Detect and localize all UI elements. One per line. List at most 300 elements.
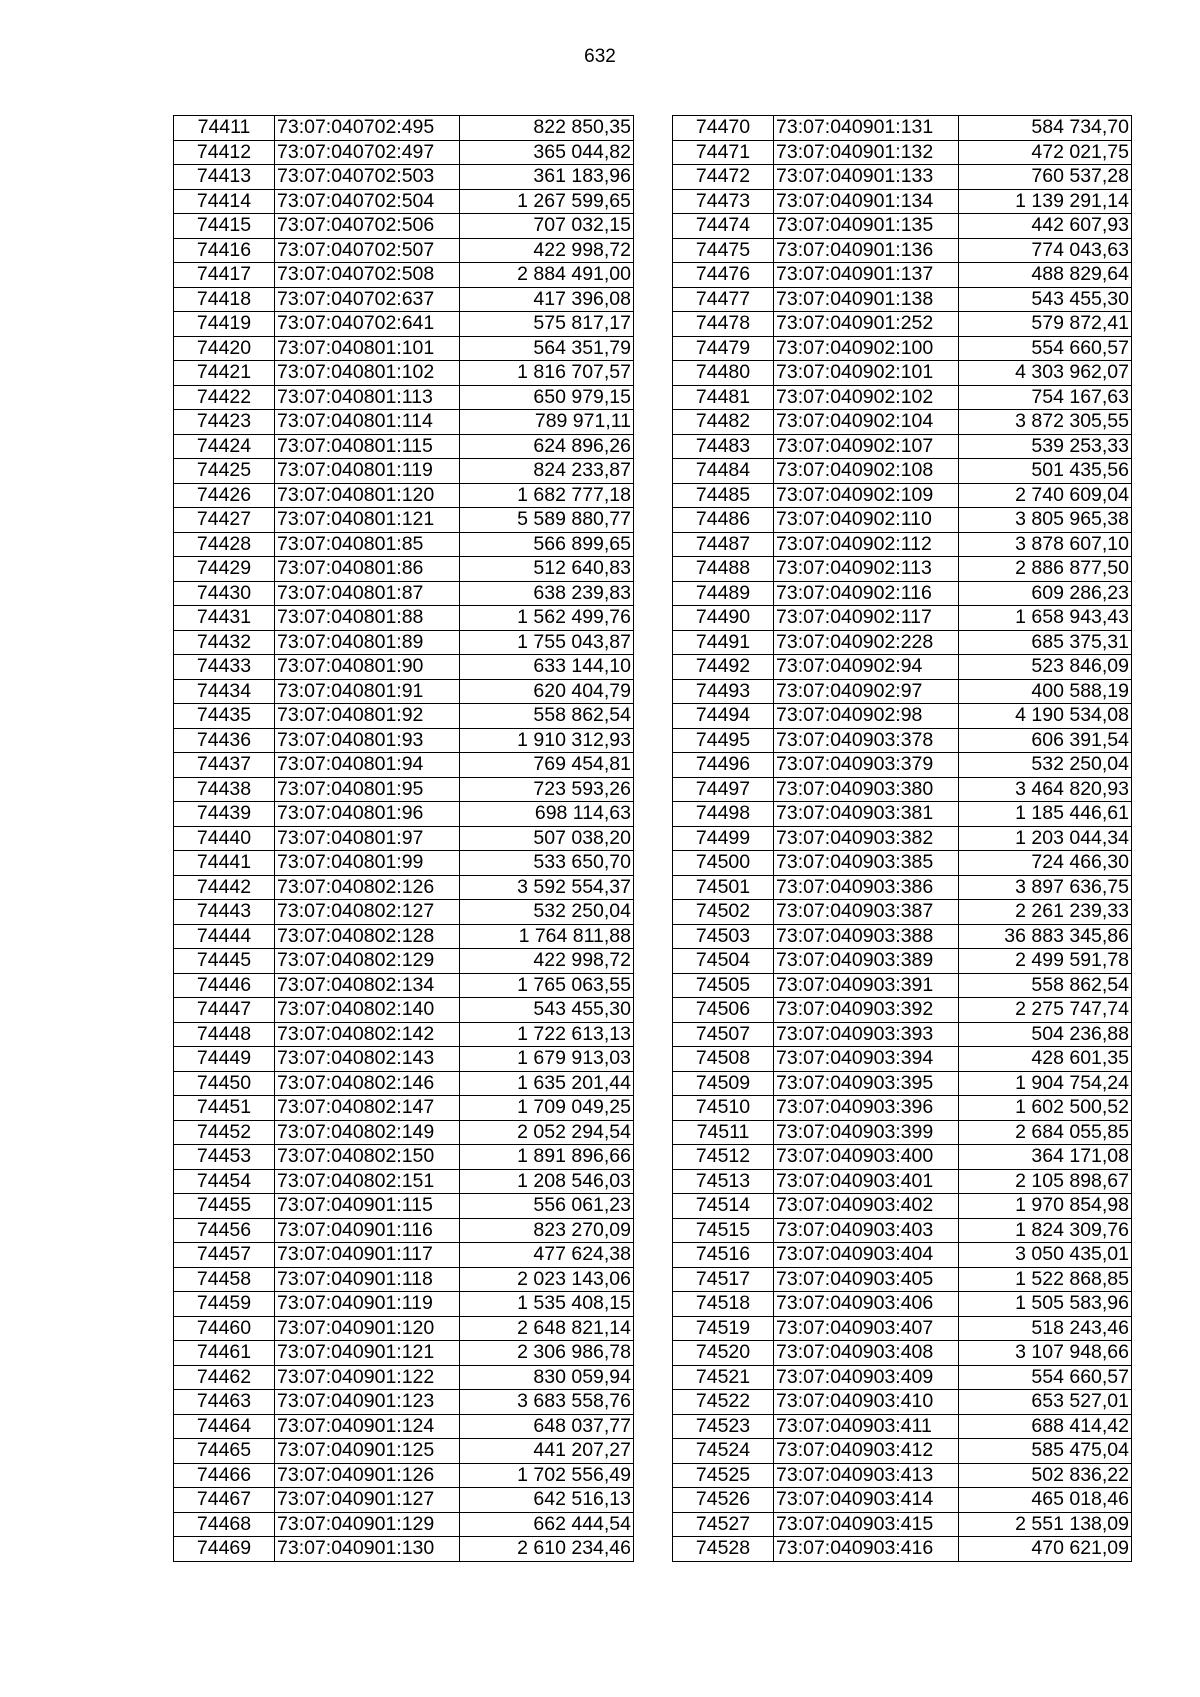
value-cell: 609 286,23	[959, 581, 1132, 606]
row-number-cell: 74522	[673, 1390, 774, 1415]
page-number: 632	[584, 46, 616, 67]
row-number-cell: 74438	[174, 777, 275, 802]
value-cell: 1 764 811,88	[460, 924, 634, 949]
cadastral-number-cell: 73:07:040903:403	[774, 1218, 959, 1243]
value-cell: 1 185 446,61	[959, 802, 1132, 827]
table-row	[174, 826, 634, 851]
row-number-cell: 74426	[174, 483, 275, 508]
value-cell: 2 886 877,50	[959, 557, 1132, 582]
cadastral-number-cell: 73:07:040903:381	[774, 802, 959, 827]
value-cell: 1 722 613,13	[460, 1022, 634, 1047]
row-number-cell: 74521	[673, 1365, 774, 1390]
table-row	[174, 483, 634, 508]
value-cell: 2 648 821,14	[460, 1316, 634, 1341]
row-number-cell: 74412	[174, 140, 275, 165]
row-number-cell: 74525	[673, 1463, 774, 1488]
row-number-cell: 74519	[673, 1316, 774, 1341]
value-cell: 556 061,23	[460, 1194, 634, 1219]
value-cell: 533 650,70	[460, 851, 634, 876]
row-number-cell: 74441	[174, 851, 275, 876]
value-cell: 422 998,72	[460, 949, 634, 974]
cadastral-number-cell: 73:07:040802:143	[275, 1047, 460, 1072]
row-number-cell: 74490	[673, 606, 774, 631]
table-row	[673, 410, 1132, 435]
cadastral-number-cell: 73:07:040901:127	[275, 1488, 460, 1513]
table-row	[174, 1267, 634, 1292]
row-number-cell: 74420	[174, 336, 275, 361]
row-number-cell: 74516	[673, 1243, 774, 1268]
value-cell: 361 183,96	[460, 165, 634, 190]
table-row	[174, 998, 634, 1023]
row-number-cell: 74480	[673, 361, 774, 386]
row-number-cell: 74424	[174, 434, 275, 459]
cadastral-number-cell: 73:07:040901:135	[774, 214, 959, 239]
row-number-cell: 74431	[174, 606, 275, 631]
cadastral-number-cell: 73:07:040903:392	[774, 998, 959, 1023]
table-row	[673, 1243, 1132, 1268]
value-cell: 554 660,57	[959, 336, 1132, 361]
value-cell: 575 817,17	[460, 312, 634, 337]
cadastral-number-cell: 73:07:040902:113	[774, 557, 959, 582]
table-row	[673, 728, 1132, 753]
row-number-cell: 74493	[673, 679, 774, 704]
row-number-cell: 74513	[673, 1169, 774, 1194]
cadastral-number-cell: 73:07:040901:119	[275, 1292, 460, 1317]
table-row	[673, 1365, 1132, 1390]
cadastral-number-cell: 73:07:040902:228	[774, 630, 959, 655]
value-cell: 723 593,26	[460, 777, 634, 802]
table-row	[673, 777, 1132, 802]
row-number-cell: 74469	[174, 1537, 275, 1562]
cadastral-number-cell: 73:07:040903:405	[774, 1267, 959, 1292]
value-cell: 2 275 747,74	[959, 998, 1132, 1023]
table-row	[174, 1537, 634, 1562]
cadastral-number-cell: 73:07:040702:495	[275, 116, 460, 141]
row-number-cell: 74515	[673, 1218, 774, 1243]
value-cell: 1 904 754,24	[959, 1071, 1132, 1096]
table-row	[673, 483, 1132, 508]
row-number-cell: 74492	[673, 655, 774, 680]
row-number-cell: 74503	[673, 924, 774, 949]
cadastral-number-cell: 73:07:040902:108	[774, 459, 959, 484]
cadastral-number-cell: 73:07:040901:133	[774, 165, 959, 190]
value-cell: 512 640,83	[460, 557, 634, 582]
value-cell: 428 601,35	[959, 1047, 1132, 1072]
row-number-cell: 74486	[673, 508, 774, 533]
value-cell: 606 391,54	[959, 728, 1132, 753]
row-number-cell: 74520	[673, 1341, 774, 1366]
table-row	[174, 1292, 634, 1317]
row-number-cell: 74518	[673, 1292, 774, 1317]
cadastral-number-cell: 73:07:040801:119	[275, 459, 460, 484]
value-cell: 760 537,28	[959, 165, 1132, 190]
table-row	[174, 116, 634, 141]
table-row	[673, 1096, 1132, 1121]
cadastral-number-cell: 73:07:040802:140	[275, 998, 460, 1023]
row-number-cell: 74437	[174, 753, 275, 778]
value-cell: 566 899,65	[460, 532, 634, 557]
table-row	[174, 385, 634, 410]
row-number-cell: 74527	[673, 1512, 774, 1537]
table-row	[174, 1194, 634, 1219]
table-row	[174, 140, 634, 165]
value-cell: 1 816 707,57	[460, 361, 634, 386]
row-number-cell: 74439	[174, 802, 275, 827]
row-number-cell: 74464	[174, 1414, 275, 1439]
cadastral-number-cell: 73:07:040801:91	[275, 679, 460, 704]
table-row	[673, 189, 1132, 214]
value-cell: 518 243,46	[959, 1316, 1132, 1341]
table-row	[174, 1096, 634, 1121]
value-cell: 564 351,79	[460, 336, 634, 361]
table-row	[673, 1463, 1132, 1488]
value-cell: 3 107 948,66	[959, 1341, 1132, 1366]
table-row	[673, 1341, 1132, 1366]
row-number-cell: 74495	[673, 728, 774, 753]
row-number-cell: 74467	[174, 1488, 275, 1513]
row-number-cell: 74447	[174, 998, 275, 1023]
row-number-cell: 74483	[673, 434, 774, 459]
cadastral-number-cell: 73:07:040801:90	[275, 655, 460, 680]
row-number-cell: 74416	[174, 238, 275, 263]
table-row	[174, 802, 634, 827]
value-cell: 543 455,30	[460, 998, 634, 1023]
table-row	[174, 238, 634, 263]
cadastral-number-cell: 73:07:040902:107	[774, 434, 959, 459]
value-cell: 648 037,77	[460, 1414, 634, 1439]
cadastral-number-cell: 73:07:040902:112	[774, 532, 959, 557]
cadastral-number-cell: 73:07:040903:411	[774, 1414, 959, 1439]
cadastral-number-cell: 73:07:040901:138	[774, 287, 959, 312]
row-number-cell: 74430	[174, 581, 275, 606]
value-cell: 584 734,70	[959, 116, 1132, 141]
row-number-cell: 74440	[174, 826, 275, 851]
row-number-cell: 74489	[673, 581, 774, 606]
value-cell: 1 267 599,65	[460, 189, 634, 214]
value-cell: 822 850,35	[460, 116, 634, 141]
cadastral-number-cell: 73:07:040901:129	[275, 1512, 460, 1537]
row-number-cell: 74474	[673, 214, 774, 239]
value-cell: 789 971,11	[460, 410, 634, 435]
table-row	[174, 1047, 634, 1072]
row-number-cell: 74498	[673, 802, 774, 827]
row-number-cell: 74458	[174, 1267, 275, 1292]
value-cell: 4 190 534,08	[959, 704, 1132, 729]
cadastral-number-cell: 73:07:040802:129	[275, 949, 460, 974]
row-number-cell: 74501	[673, 875, 774, 900]
row-number-cell: 74505	[673, 973, 774, 998]
value-cell: 3 592 554,37	[460, 875, 634, 900]
row-number-cell: 74504	[673, 949, 774, 974]
value-cell: 1 709 049,25	[460, 1096, 634, 1121]
row-number-cell: 74427	[174, 508, 275, 533]
cadastral-number-cell: 73:07:040903:379	[774, 753, 959, 778]
cadastral-number-cell: 73:07:040801:101	[275, 336, 460, 361]
table-row	[174, 1463, 634, 1488]
row-number-cell: 74461	[174, 1341, 275, 1366]
cadastral-number-cell: 73:07:040801:115	[275, 434, 460, 459]
value-cell: 2 261 239,33	[959, 900, 1132, 925]
value-cell: 1 208 546,03	[460, 1169, 634, 1194]
table-row	[673, 1512, 1132, 1537]
row-number-cell: 74417	[174, 263, 275, 288]
row-number-cell: 74471	[673, 140, 774, 165]
table-row	[673, 606, 1132, 631]
value-cell: 2 052 294,54	[460, 1120, 634, 1145]
cadastral-number-cell: 73:07:040901:117	[275, 1243, 460, 1268]
value-cell: 1 505 583,96	[959, 1292, 1132, 1317]
table-row	[673, 263, 1132, 288]
value-cell: 824 233,87	[460, 459, 634, 484]
value-cell: 1 765 063,55	[460, 973, 634, 998]
value-cell: 1 702 556,49	[460, 1463, 634, 1488]
cadastral-number-cell: 73:07:040802:146	[275, 1071, 460, 1096]
value-cell: 1 910 312,93	[460, 728, 634, 753]
table-row	[174, 214, 634, 239]
value-cell: 688 414,42	[959, 1414, 1132, 1439]
table-row	[673, 851, 1132, 876]
cadastral-number-cell: 73:07:040902:100	[774, 336, 959, 361]
table-row	[174, 924, 634, 949]
table-row	[174, 1120, 634, 1145]
table-row	[174, 777, 634, 802]
value-cell: 2 023 143,06	[460, 1267, 634, 1292]
table-row	[673, 238, 1132, 263]
cadastral-number-cell: 73:07:040802:127	[275, 900, 460, 925]
cadastral-number-cell: 73:07:040801:102	[275, 361, 460, 386]
table-row	[174, 753, 634, 778]
cadastral-number-cell: 73:07:040801:87	[275, 581, 460, 606]
cadastral-number-cell: 73:07:040903:412	[774, 1439, 959, 1464]
table-row	[673, 1267, 1132, 1292]
cadastral-number-cell: 73:07:040902:109	[774, 483, 959, 508]
table-row	[673, 581, 1132, 606]
row-number-cell: 74445	[174, 949, 275, 974]
table-row	[673, 998, 1132, 1023]
cadastral-number-cell: 73:07:040702:508	[275, 263, 460, 288]
table-row	[174, 630, 634, 655]
table-row	[673, 508, 1132, 533]
cadastral-number-cell: 73:07:040902:94	[774, 655, 959, 680]
cadastral-number-cell: 73:07:040901:125	[275, 1439, 460, 1464]
cadastral-number-cell: 73:07:040802:150	[275, 1145, 460, 1170]
row-number-cell: 74506	[673, 998, 774, 1023]
value-cell: 3 897 636,75	[959, 875, 1132, 900]
row-number-cell: 74484	[673, 459, 774, 484]
cadastral-number-cell: 73:07:040801:86	[275, 557, 460, 582]
value-cell: 823 270,09	[460, 1218, 634, 1243]
value-cell: 620 404,79	[460, 679, 634, 704]
table-row	[174, 851, 634, 876]
row-number-cell: 74423	[174, 410, 275, 435]
value-cell: 1 139 291,14	[959, 189, 1132, 214]
table-row	[673, 1414, 1132, 1439]
value-cell: 1 535 408,15	[460, 1292, 634, 1317]
table-row	[174, 679, 634, 704]
cadastral-number-cell: 73:07:040901:131	[774, 116, 959, 141]
value-cell: 1 602 500,52	[959, 1096, 1132, 1121]
cadastral-number-cell: 73:07:040903:386	[774, 875, 959, 900]
cadastral-number-cell: 73:07:040901:115	[275, 1194, 460, 1219]
table-row	[174, 508, 634, 533]
value-cell: 653 527,01	[959, 1390, 1132, 1415]
value-cell: 774 043,63	[959, 238, 1132, 263]
cadastral-number-cell: 73:07:040903:388	[774, 924, 959, 949]
value-cell: 1 522 868,85	[959, 1267, 1132, 1292]
table-row	[673, 361, 1132, 386]
table-row	[673, 1218, 1132, 1243]
cadastral-number-cell: 73:07:040902:110	[774, 508, 959, 533]
value-cell: 1 824 309,76	[959, 1218, 1132, 1243]
table-row	[673, 630, 1132, 655]
table-row	[673, 434, 1132, 459]
cadastral-number-cell: 73:07:040702:641	[275, 312, 460, 337]
table-row	[673, 1316, 1132, 1341]
value-cell: 488 829,64	[959, 263, 1132, 288]
value-cell: 2 105 898,67	[959, 1169, 1132, 1194]
table-row	[174, 434, 634, 459]
value-cell: 2 684 055,85	[959, 1120, 1132, 1145]
cadastral-number-cell: 73:07:040802:142	[275, 1022, 460, 1047]
table-row	[174, 1218, 634, 1243]
value-cell: 365 044,82	[460, 140, 634, 165]
row-number-cell: 74422	[174, 385, 275, 410]
row-number-cell: 74443	[174, 900, 275, 925]
table-row	[673, 1071, 1132, 1096]
row-number-cell: 74528	[673, 1537, 774, 1562]
row-number-cell: 74479	[673, 336, 774, 361]
cadastral-number-cell: 73:07:040903:399	[774, 1120, 959, 1145]
value-cell: 1 970 854,98	[959, 1194, 1132, 1219]
value-cell: 554 660,57	[959, 1365, 1132, 1390]
cadastral-number-cell: 73:07:040901:136	[774, 238, 959, 263]
value-cell: 3 683 558,76	[460, 1390, 634, 1415]
row-number-cell: 74425	[174, 459, 275, 484]
table-row	[174, 581, 634, 606]
cadastral-number-cell: 73:07:040901:137	[774, 263, 959, 288]
value-cell: 441 207,27	[460, 1439, 634, 1464]
cadastral-number-cell: 73:07:040903:416	[774, 1537, 959, 1562]
cadastral-number-cell: 73:07:040801:94	[275, 753, 460, 778]
table-row	[174, 1316, 634, 1341]
table-row	[673, 1169, 1132, 1194]
cadastral-number-cell: 73:07:040902:104	[774, 410, 959, 435]
cadastral-number-cell: 73:07:040802:128	[275, 924, 460, 949]
row-number-cell: 74468	[174, 1512, 275, 1537]
cadastral-number-cell: 73:07:040801:92	[275, 704, 460, 729]
cadastral-number-cell: 73:07:040801:95	[275, 777, 460, 802]
cadastral-number-cell: 73:07:040903:401	[774, 1169, 959, 1194]
value-cell: 543 455,30	[959, 287, 1132, 312]
cadastral-number-cell: 73:07:040901:252	[774, 312, 959, 337]
row-number-cell: 74478	[673, 312, 774, 337]
value-cell: 422 998,72	[460, 238, 634, 263]
table-row	[673, 1194, 1132, 1219]
cadastral-number-cell: 73:07:040903:396	[774, 1096, 959, 1121]
table-row	[673, 802, 1132, 827]
cadastral-number-cell: 73:07:040802:149	[275, 1120, 460, 1145]
table-row	[673, 826, 1132, 851]
table-row	[174, 165, 634, 190]
row-number-cell: 74510	[673, 1096, 774, 1121]
cadastral-number-cell: 73:07:040903:410	[774, 1390, 959, 1415]
row-number-cell: 74432	[174, 630, 275, 655]
row-number-cell: 74465	[174, 1439, 275, 1464]
cadastral-number-cell: 73:07:040903:404	[774, 1243, 959, 1268]
row-number-cell: 74500	[673, 851, 774, 876]
cadastral-number-cell: 73:07:040801:85	[275, 532, 460, 557]
cadastral-number-cell: 73:07:040903:380	[774, 777, 959, 802]
table-row	[673, 1390, 1132, 1415]
cadastral-number-cell: 73:07:040902:116	[774, 581, 959, 606]
table-row	[673, 1537, 1132, 1562]
table-row	[174, 875, 634, 900]
row-number-cell: 74514	[673, 1194, 774, 1219]
table-row	[174, 900, 634, 925]
row-number-cell: 74418	[174, 287, 275, 312]
value-cell: 1 682 777,18	[460, 483, 634, 508]
row-number-cell: 74455	[174, 1194, 275, 1219]
cadastral-number-cell: 73:07:040801:99	[275, 851, 460, 876]
row-number-cell: 74428	[174, 532, 275, 557]
value-cell: 1 635 201,44	[460, 1071, 634, 1096]
cadastral-number-cell: 73:07:040801:113	[275, 385, 460, 410]
value-cell: 769 454,81	[460, 753, 634, 778]
table-row	[673, 973, 1132, 998]
row-number-cell: 74470	[673, 116, 774, 141]
table-row	[673, 165, 1132, 190]
cadastral-number-cell: 73:07:040802:126	[275, 875, 460, 900]
table-row	[174, 1071, 634, 1096]
cadastral-number-cell: 73:07:040801:96	[275, 802, 460, 827]
table-row	[174, 1145, 634, 1170]
row-number-cell: 74476	[673, 263, 774, 288]
value-cell: 532 250,04	[460, 900, 634, 925]
cadastral-number-cell: 73:07:040903:387	[774, 900, 959, 925]
value-cell: 2 740 609,04	[959, 483, 1132, 508]
value-cell: 400 588,19	[959, 679, 1132, 704]
value-cell: 364 171,08	[959, 1145, 1132, 1170]
row-number-cell: 74463	[174, 1390, 275, 1415]
cadastral-number-cell: 73:07:040901:123	[275, 1390, 460, 1415]
cadastral-number-cell: 73:07:040903:382	[774, 826, 959, 851]
row-number-cell: 74454	[174, 1169, 275, 1194]
table-row	[673, 214, 1132, 239]
row-number-cell: 74450	[174, 1071, 275, 1096]
row-number-cell: 74491	[673, 630, 774, 655]
table-row	[174, 459, 634, 484]
cadastral-number-cell: 73:07:040901:122	[275, 1365, 460, 1390]
cadastral-number-cell: 73:07:040902:98	[774, 704, 959, 729]
value-cell: 2 551 138,09	[959, 1512, 1132, 1537]
cadastral-number-cell: 73:07:040903:393	[774, 1022, 959, 1047]
row-number-cell: 74466	[174, 1463, 275, 1488]
table-row	[673, 900, 1132, 925]
table-row	[673, 116, 1132, 141]
table-row	[174, 1414, 634, 1439]
row-number-cell: 74496	[673, 753, 774, 778]
value-cell: 539 253,33	[959, 434, 1132, 459]
table-row	[673, 753, 1132, 778]
row-number-cell: 74494	[673, 704, 774, 729]
row-number-cell: 74472	[673, 165, 774, 190]
cadastral-number-cell: 73:07:040903:408	[774, 1341, 959, 1366]
value-cell: 585 475,04	[959, 1439, 1132, 1464]
table-row	[673, 1439, 1132, 1464]
table-row	[174, 655, 634, 680]
table-row	[174, 1488, 634, 1513]
value-cell: 754 167,63	[959, 385, 1132, 410]
